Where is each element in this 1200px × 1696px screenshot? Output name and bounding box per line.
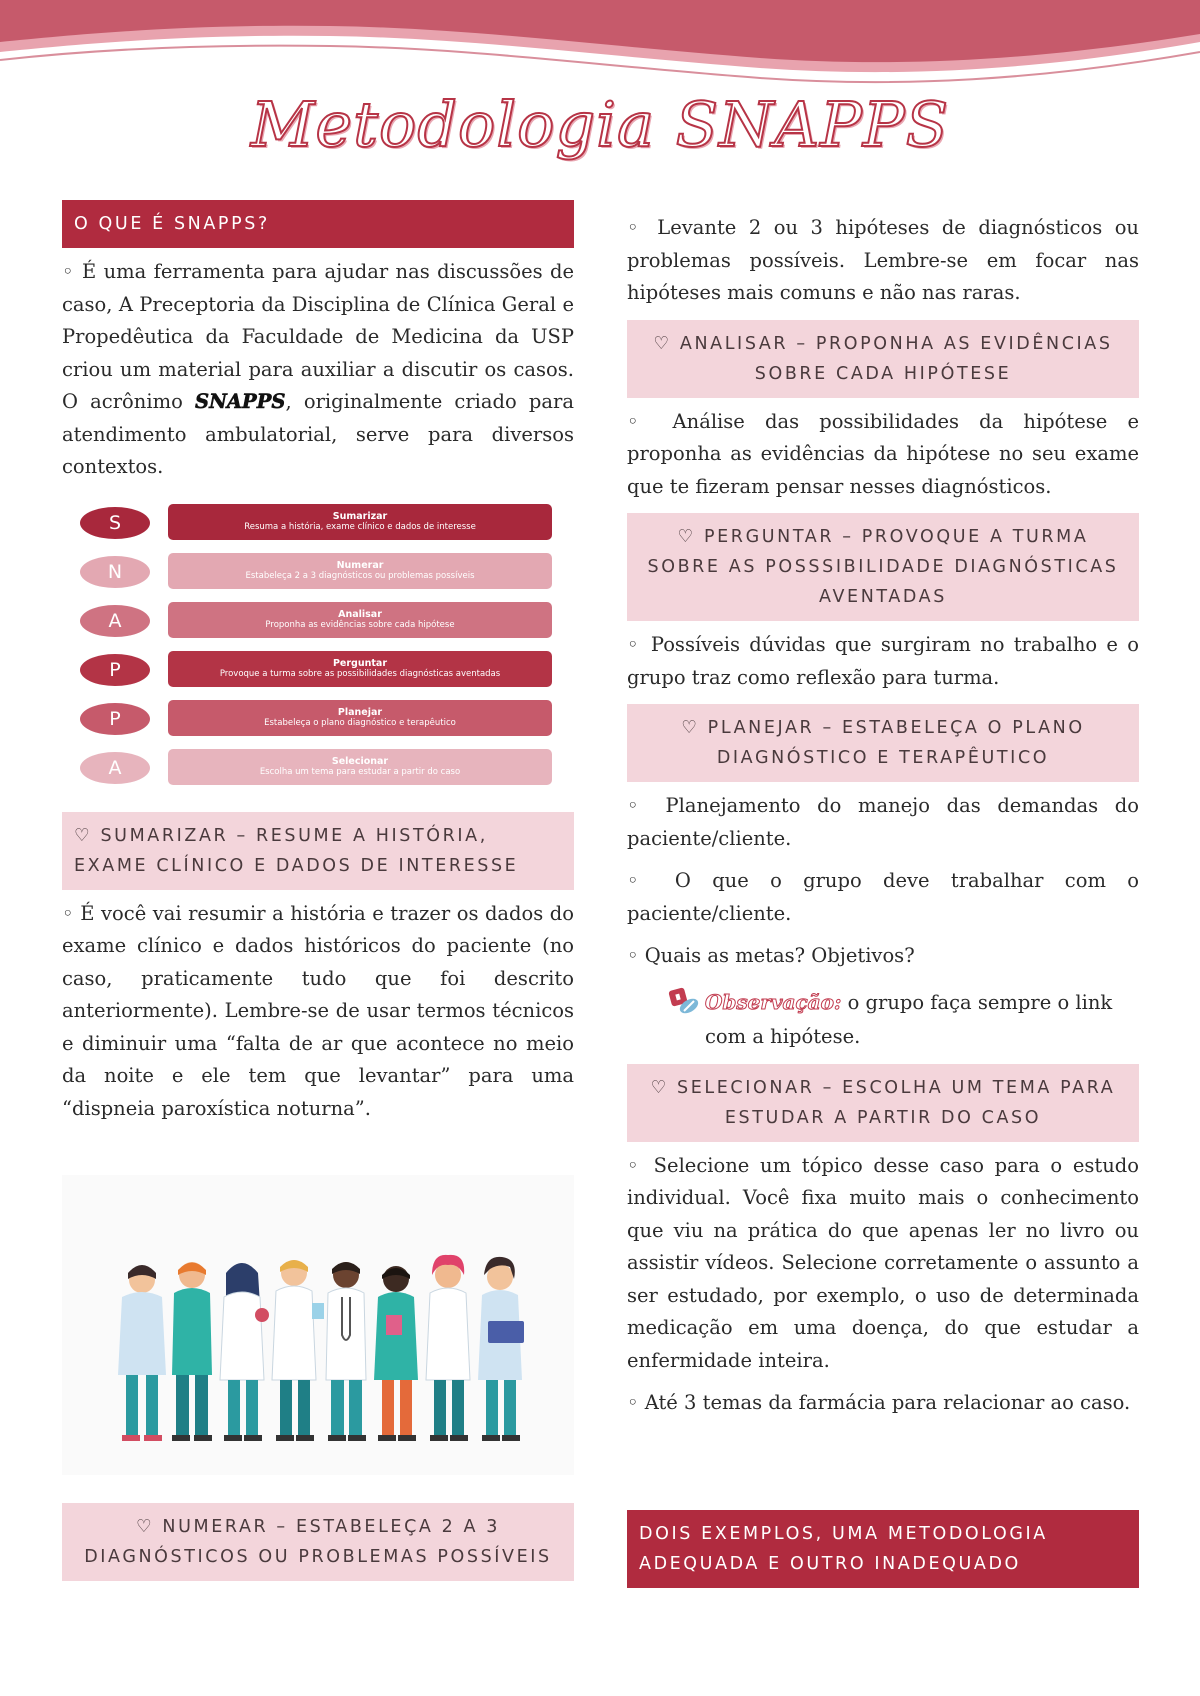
plan-text-1: ◦ Planejamento do manejo das demandas do paciente/cliente. (627, 794, 1139, 850)
diagram-row-p2 (80, 700, 570, 738)
diagram-row-n (80, 553, 570, 591)
diagram-bar-title: Sumarizar (332, 510, 388, 522)
select-header: ♡ SELECIONAR – ESCOLHA UM TEMA PARA ESTUDAR A PARTIR DO CASO (627, 1064, 1139, 1142)
diagram-letter: S (80, 507, 150, 539)
diagram-bar-desc: Estabeleça o plano diagnóstico e terapêutico (264, 717, 456, 728)
observation-label: Observação: (705, 989, 842, 1014)
what-text-part2: , originalmente criado para atendimento ambulatorial, serve para diversos contextos. (62, 390, 574, 478)
ask-header: ♡ PERGUNTAR – PROVOQUE A TURMA SOBRE AS POSSSIBILIDADE DIAGNÓSTICAS AVENTADAS (627, 513, 1139, 621)
diagram-bar-desc: Proponha as evidências sobre cada hipótese (265, 619, 455, 630)
diagram-bar (168, 651, 552, 687)
diagram-bar (168, 504, 552, 540)
plan-header: ♡ PLANEJAR – ESTABELEÇA O PLANO DIAGNÓSTICO E TERAPÊUTICO (627, 704, 1139, 782)
snapps-brand: SNAPPS (195, 390, 286, 413)
plan-text-2: ◦ O que o grupo deve trabalhar com o paciente/cliente. (627, 869, 1139, 925)
diagram-row-a (80, 602, 570, 640)
page-title: Metodologia SNAPPS (250, 88, 950, 161)
diagram-letter: N (80, 556, 150, 588)
diagram-bar-title: Perguntar (332, 657, 388, 669)
what-is-snapps-header: O QUE É SNAPPS? (62, 200, 574, 248)
diagram-bar-title: Planejar (337, 706, 383, 718)
diagram-letter: P (80, 654, 150, 686)
left-column (62, 200, 574, 1519)
healthcare-team-illustration (62, 1175, 574, 1475)
observation-note (627, 985, 1139, 1054)
diagram-row-s (80, 504, 570, 542)
pills-icon (667, 985, 701, 1017)
summarize-text: ◦ É você vai resumir a história e trazer os dados do exame clínico e dados históricos do paciente (no caso, praticamente tudo que foi descrito anteriormente). Lembre-se de usar termos técnicos e diminuir uma “falta de ar que acontece no meio da noite e ele tem que levantar” para uma “dispneia paroxística noturna”. (62, 901, 574, 1120)
diagram-row-a2 (80, 749, 570, 787)
ask-text: ◦ Possíveis dúvidas que surgiram no trabalho e o grupo traz como reflexão para turma. (627, 633, 1139, 689)
diagram-bar-title: Analisar (338, 608, 382, 620)
diagram-letter: A (80, 752, 150, 784)
observation-text: o grupo faça sempre o link com a hipótese. (705, 990, 1113, 1048)
what-is-snapps-text (62, 256, 574, 484)
summarize-header: ♡ SUMARIZAR – RESUME A HISTÓRIA, EXAME CLÍNICO E DADOS DE INTERESSE (62, 812, 574, 890)
select-text-1: ◦ Selecione um tópico desse caso para o estudo individual. Você fixa muito mais o conhecimento que viu na prática do que apenas ler no livro ou assistir vídeos. Selecione corretamente o assunto a ser estudado, por exemplo, o uso de determinada medicação em uma doença, do que estudar a enfermidade inteira. (627, 1153, 1139, 1372)
diagram-bar-title: Numerar (336, 559, 384, 571)
diagram-bar (168, 700, 552, 736)
snapps-diagram (62, 504, 574, 794)
hypothesis-text: ◦ Levante 2 ou 3 hipóteses de diagnósticos ou problemas possíveis. Lembre-se em focar nas hipóteses mais comuns e não nas raras. (627, 216, 1139, 304)
diagram-bar (168, 553, 552, 589)
header-wave (0, 0, 1200, 95)
examples-header: DOIS EXEMPLOS, UMA METODOLOGIA ADEQUADA E OUTRO INADEQUADO (627, 1510, 1139, 1588)
what-text-part1: ◦ É uma ferramenta para ajudar nas discussões de caso, A Preceptoria da Disciplina de Clínica Geral e Propedêutica da Faculdade de Medicina da USP criou um material para auxiliar a discutir os casos. O acrônimo (62, 260, 574, 413)
analyze-header: ♡ ANALISAR – PROPONHA AS EVIDÊNCIAS SOBRE CADA HIPÓTESE (627, 320, 1139, 398)
diagram-bar (168, 602, 552, 638)
analyze-text: ◦ Análise das possibilidades da hipótese e proponha as evidências da hipótese no seu exame que te fizeram pensar nesses diagnósticos. (627, 409, 1139, 498)
select-text-2: ◦ Até 3 temas da farmácia para relacionar ao caso. (627, 1391, 1131, 1414)
plan-text-3: ◦ Quais as metas? Objetivos? (627, 944, 915, 967)
diagram-letter: P (80, 703, 150, 735)
diagram-bar-desc: Estabeleça 2 a 3 diagnósticos ou problemas possíveis (245, 570, 475, 581)
diagram-bar-desc: Provoque a turma sobre as possibilidades diagnósticas aventadas (219, 668, 501, 679)
observation-body (705, 985, 1139, 1054)
diagram-bar (168, 749, 552, 785)
diagram-row-p1 (80, 651, 570, 689)
diagram-bar-title: Selecionar (331, 755, 389, 767)
number-section (62, 1503, 574, 1589)
examples-section (627, 1510, 1139, 1596)
diagram-bar-desc: Resuma a história, exame clínico e dados de interesse (244, 521, 476, 532)
number-header: ♡ NUMERAR – ESTABELEÇA 2 A 3 DIAGNÓSTICOS OU PROBLEMAS POSSÍVEIS (62, 1503, 574, 1581)
right-column (627, 212, 1139, 1430)
diagram-bar-desc: Escolha um tema para estudar a partir do caso (259, 766, 461, 777)
diagram-letter: A (80, 605, 150, 637)
